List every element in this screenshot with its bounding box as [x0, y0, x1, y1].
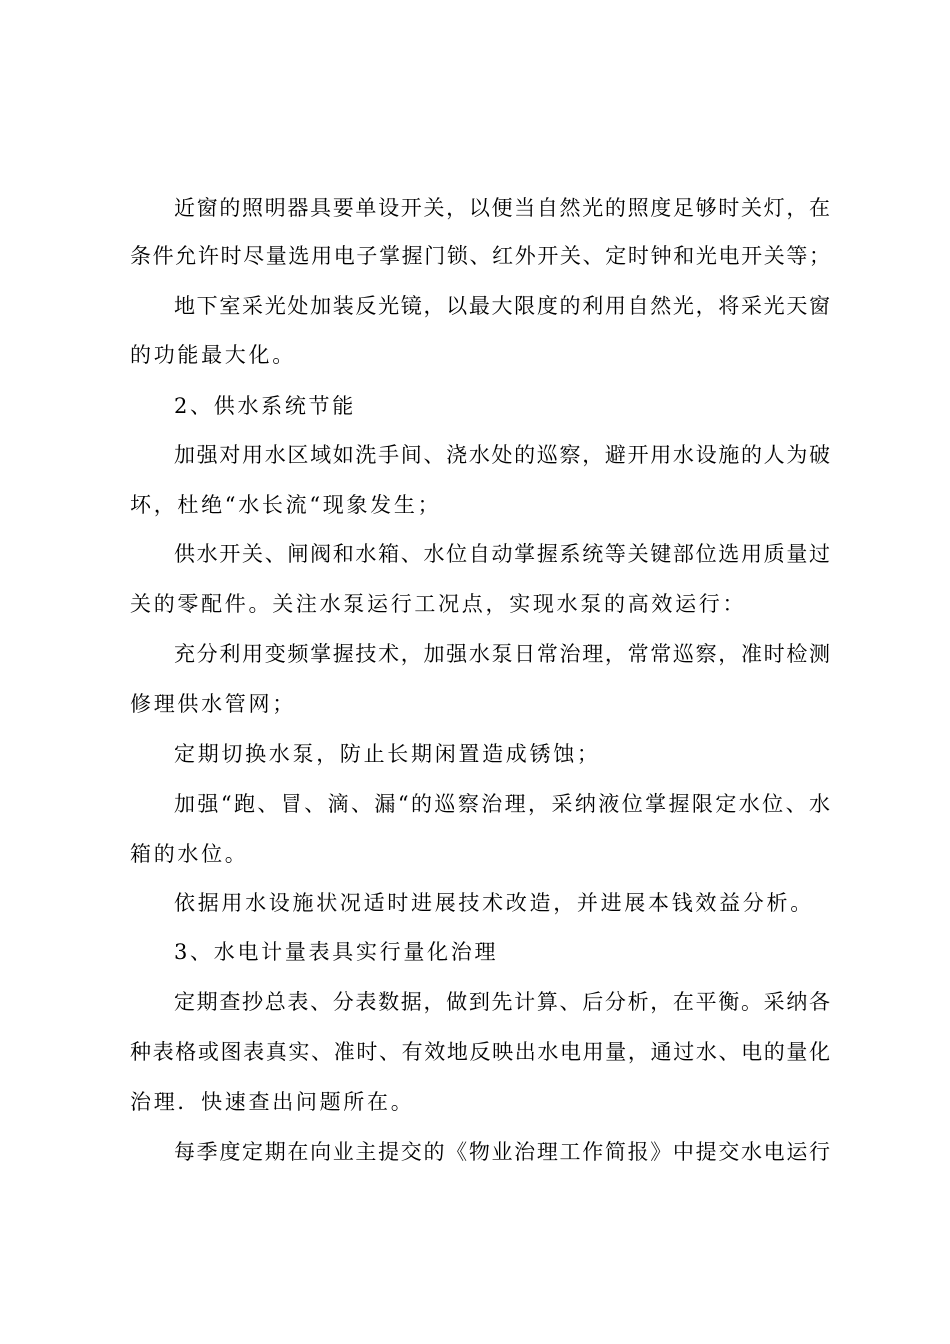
section-heading: 3、水电计量表具实行量化治理 — [174, 940, 499, 964]
paragraph-line: 的功能最大化。 — [130, 343, 296, 367]
paragraph-line: 加强对用水区域如洗手间、浇水处的巡察，避开用水设施的人为破 — [174, 443, 830, 467]
paragraph-line: 加强“跑、冒、滴、漏“的巡察治理，采纳液位掌握限定水位、水 — [174, 792, 830, 816]
paragraph-line: 每季度定期在向业主提交的《物业治理工作简报》中提交水电运行 — [174, 1140, 830, 1164]
paragraph-line: 治理．快速查出问题所在。 — [130, 1090, 415, 1114]
paragraph-line: 定期查抄总表、分表数据，做到先计算、后分析，在平衡。采纳各 — [174, 990, 830, 1014]
section-heading: 2、供水系统节能 — [174, 394, 356, 418]
paragraph-line: 箱的水位。 — [130, 842, 249, 866]
paragraph-line: 关的零配件。关注水泵运行工况点，实现水泵的高效运行： — [130, 592, 747, 616]
paragraph-line: 种表格或图表真实、准时、有效地反映出水电用量，通过水、电的量化 — [130, 1040, 830, 1064]
paragraph-line: 定期切换水泵，防止长期闲置造成锈蚀； — [174, 742, 601, 766]
paragraph-line: 充分利用变频掌握技术，加强水泵日常治理，常常巡察，准时检测 — [174, 642, 830, 666]
paragraph-line: 供水开关、闸阀和水箱、水位自动掌握系统等关键部位选用质量过 — [174, 542, 830, 566]
paragraph-line: 坏，杜绝“水长流“现象发生； — [130, 493, 442, 517]
paragraph-line: 近窗的照明器具要单设开关，以便当自然光的照度足够时关灯，在 — [174, 196, 830, 220]
paragraph-line: 条件允许时尽量选用电子掌握门锁、红外开关、定时钟和光电开关等； — [130, 244, 830, 268]
paragraph-line: 依据用水设施状况适时进展技术改造，并进展本钱效益分析。 — [174, 891, 814, 915]
paragraph-line: 地下室采光处加装反光镜，以最大限度的利用自然光，将采光天窗 — [174, 294, 830, 318]
paragraph-line: 修理供水管网； — [130, 692, 296, 716]
